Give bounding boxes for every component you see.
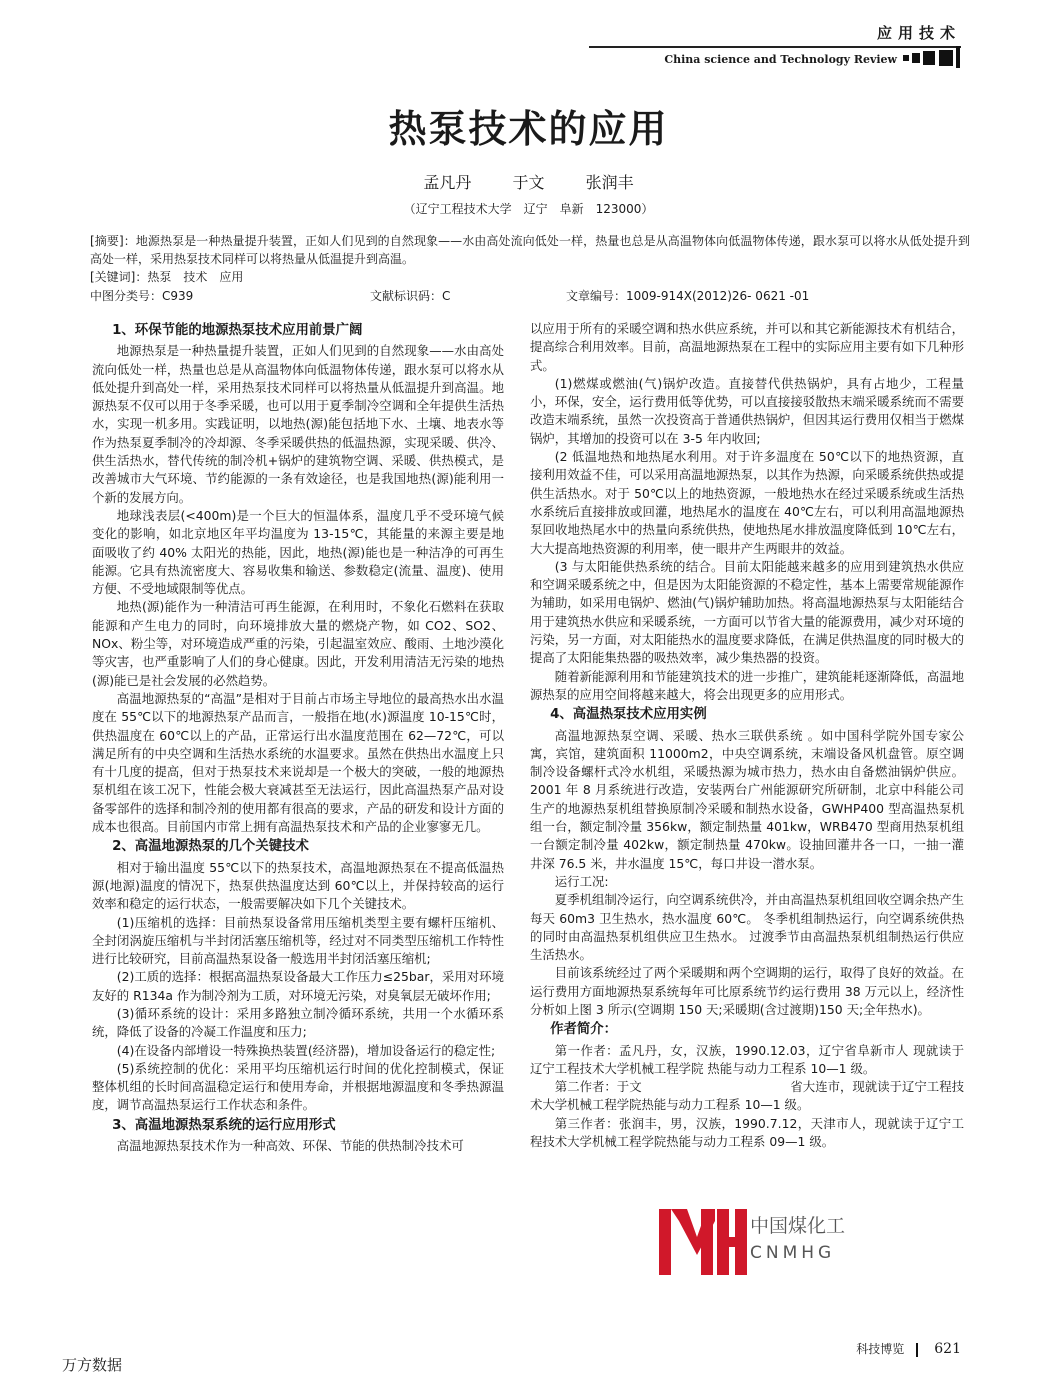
- right-column-paragraph: (3 与太阳能供热系统的结合。目前太阳能越来越多的应用到建筑热水供应和空调采暖系统之中，但是因为太阳能资源的不稳定性，基本上需要常规能源作为辅助，如采用电锅炉、燃油(气)锅炉辅助加热。将高温地源热泵与太阳能结合用于建筑热水供应和采暖系统，一方面可以节省大量的能源费用，减少对环境的污染，另一方面，对太阳能热水的温度要求降低，在满足供热温度的同时极大的提高了太阳能集热器的吸热效率，减少集热器的投资。: [530, 558, 964, 666]
- left-column-paragraph: (5)系统控制的优化：采用平均压缩机运行时间的优化控制模式，保证整体机组的长时间高温稳定运行和使用寿命，并根据地源温度和冬季热源温度，调节高温热泵运行工作状态和条件。: [92, 1060, 504, 1113]
- right-column-paragraph: 运行工况:: [554, 873, 609, 889]
- footer-divider: [916, 1343, 918, 1357]
- left-column-heading: 1、环保节能的地源热泵技术应用前景广阔: [112, 323, 363, 338]
- page-footer: [856, 1340, 961, 1357]
- left-column-paragraph: (3)循环系统的设计：采用多路独立制冷循环系统，共用一个水循环系统，降低了设备的冷凝工作温度和压力;: [92, 1005, 504, 1040]
- header-section-label: [877, 22, 961, 43]
- left-column-paragraph: (1)压缩机的选择：目前热泵设备常用压缩机类型主要有螺杆压缩机、全封闭涡旋压缩机与半封闭活塞压缩机等，经过对不同类型压缩机工作特性进行比较研究，目前高温热泵设备一般选用半封闭活塞压缩机;: [92, 914, 504, 967]
- paper-title: 热泵技术的应用: [388, 106, 669, 151]
- journal-mark-icon: [903, 50, 961, 68]
- watermark-logo: [657, 1207, 867, 1277]
- author-1: 孟凡丹: [423, 173, 472, 192]
- right-column-paragraph: (2 低温地热和地热尾水利用。对于许多温度在 50℃以下的地热资源，直接利用效益不佳，可以采用高温地源热泵，以其作为热源，向采暖系统供热或提供生活热水。对于 50℃以上的地热资源，一般地热水在经过采暖系统或生活热水系统后直接排放或回灌，地热尾水的温度在 40℃左右，可以利用高温地源热泵回收地热尾水中的热量向系统供热，使地热尾水排放温度降低到 10℃左右，大大提高地热资源的利用率，使一眼井产生两眼井的效益。: [530, 449, 964, 556]
- footer-label: 科技博览: [856, 1342, 905, 1356]
- header-rule: [589, 46, 961, 48]
- left-column-paragraph: (4)在设备内部增设一特殊换热装置(经济器)，增加设备运行的稳定性;: [116, 1042, 496, 1058]
- right-column-heading: 作者简介：: [550, 1022, 618, 1038]
- right-column-paragraph: 第二作者：于文 省大连市，现就读于辽宁工程技术大学机械工程学院热能与动力工程系 10—1 级。: [530, 1079, 964, 1113]
- right-column-paragraph: (1)燃煤或燃油(气)锅炉改造。直接替代供热锅炉，具有占地少，工程量小，环保，安全，运行费用低等优势，可以直接接驳散热末端采暖系统而不需要改造末端系统，虽然一次投资高于普通供热锅炉，但因其运行费用仅相当于燃煤锅炉，其增加的投资可以在 3-5 年内收回;: [530, 375, 964, 446]
- section-title: 应用技术: [876, 24, 961, 42]
- left-column-heading: 3、高温地源热泵系统的运行应用形式: [112, 1117, 336, 1133]
- right-column-paragraph: 目前该系统经过了两个采暖期和两个空调期的运行，取得了良好的效益。在运行费用方面地源热泵系统每年可比原系统节约运行费用 38 万元以上，经济性分析如上图 3 所示(空调期 150 天;采暖期(含过渡期)150 天;全年热水)。: [530, 965, 964, 1017]
- author-list: [0, 170, 1057, 193]
- page-number: 621: [934, 1341, 961, 1357]
- right-column-paragraph: 第一作者：孟凡丹，女，汉族，1990.12.03，辽宁省阜新市人 现就读于辽宁工程技术大学机械工程学院 热能与动力工程系 10—1 级。: [530, 1042, 964, 1076]
- abstract: [摘要]：地源热泵是一种热量提升装置，正如人们见到的自然现象——水由高处流向低处一样，热量也总是从高温物体向低温物体传递，跟水泵可以将水从低处提升到高处一样，采用热泵技术同样可以将热量从低温提升到高温。: [90, 234, 970, 266]
- watermark-mh-icon: [657, 1207, 747, 1277]
- source-label: 万方数据: [62, 1356, 123, 1374]
- watermark-en-text: CNMHG: [750, 1243, 836, 1263]
- keywords: [关键词]：热泵 技术 应用: [90, 270, 244, 284]
- author-2: 于文: [512, 173, 545, 192]
- left-column-paragraph: 地球浅表层(<400m)是一个巨大的恒温体系，温度几乎不受环境气候变化的影响，如北京地区年平均温度为 13-15℃，其能量的来源主要是地面吸收了约 40% 太阳光的热能，因此，地热(源)能也是一种洁净的可再生能源。它具有热流密度大、容易收集和输送、参数稳定(流量、温度)、使用方便、不受地域限制等优点。: [92, 507, 504, 597]
- document-code: 文献标识码：C: [370, 289, 451, 303]
- left-column: [92, 320, 504, 1155]
- left-column-paragraph: 高温地源热泵的“高温”是相对于目前占市场主导地位的最高热水出水温度在 55℃以下的地源热泵产品而言，一般指在地(水)源温度 10-15℃时，供热温度在 60℃以上的产品，正常运行出水温度范围在 62—72℃，可以满足所有的中央空调和生活热水系统的水温要求。虽然在供热出水温度上只有十几度的提高，但对于热泵技术来说却是一个极大的突破，一般的地源热泵机组在该工况下，性能会极大衰减甚至无法运行，因此高温热泵产品对设备零部件的选择和制冷剂的使用都有很高的要求，产品的研发和设计方面的成本也很高。目前国内市常上拥有高温热泵技术和产品的企业寥寥无几。: [92, 690, 504, 835]
- right-column-paragraph: 夏季机组制冷运行，向空调系统供冷，并由高温热泵机组回收空调余热产生每天 60m3 卫生热水，热水温度 60℃。 冬季机组制热运行，向空调系统供热的同时由高温热泵机组供应卫生热水。 过渡季节由高温热泵机组制热运行供应生活热水。: [530, 892, 964, 963]
- left-column-paragraph: 地热(源)能作为一种清洁可再生能源，在利用时，不象化石燃料在获取能源和产生电力的同时，向环境排放大量的燃烧产物，如 CO2、SO2、NOx、粉尘等，对环境造成严重的污染，引起温室效应、酸雨、土地沙漠化等灾害，也严重影响了人们的身心健康。因此，开发利用清洁无污染的地热(源)能已是社会发展的必然趋势。: [92, 599, 504, 688]
- left-column-paragraph: (2)工质的选择：根据高温热泵设备最大工作压力≤25bar，采用对环境友好的 R134a 作为制冷剂为工质，对环境无污染，对臭氧层无破坏作用;: [92, 969, 504, 1003]
- watermark-cn-text: 中国煤化工: [750, 1215, 846, 1237]
- right-column-paragraph: 第三作者：张润丰，男，汉族，1990.7.12，天津市人，现就读于辽宁工程技术大学机械工程学院热能与动力工程系 09—1 级。: [530, 1115, 964, 1150]
- right-column-paragraph: 高温地源热泵空调、采暖、热水三联供系统 。如中国科学院外国专家公寓，宾馆，建筑面积 11000m2，中央空调系统，末端设备风机盘管。原空调制冷设备螺杆式冷水机组，采暖热源为城市热力，热水由自备燃油锅炉供应。2001 年 8 月系统进行改造，安装两台广州能源研究所研制，北京中科能公司生产的地源热泵机组替换原制冷采暖和制热水设备，GWHP400 型高温热泵机组一台，额定制冷量 356kw，额定制热量 401kw，WRB470 型商用热泵机组一台额定制冷量 402kw，额定制热量 470kw。设抽回灌井各一口，一抽一灌井深 76.5 米，井水温度 15℃，每口井设一潜水泵。: [530, 727, 964, 871]
- right-column: [530, 320, 964, 1151]
- classification-number: 中图分类号：C939: [90, 289, 194, 303]
- article-number: 文章编号：1009-914X(2012)26- 0621 -01: [566, 289, 810, 303]
- author-3: 张润丰: [585, 173, 634, 192]
- left-column-paragraph: 高温地源热泵技术作为一种高效、环保、节能的供热制冷技术可: [116, 1138, 464, 1154]
- left-column-paragraph: 地源热泵是一种热量提升装置，正如人们见到的自然现象——水由高处流向低处一样，热量也总是从高温物体向低温物体传递，跟水泵可以将水从低处提升到高处一样，采用热泵技术同样可以将热量从低温提升到高温。地源热泵不仅可以用于冬季采暖，也可以用于夏季制冷空调和全年提供生活热水，实现一机多用。实践证明，以地热(源)能包括地下水、土壤、地表水等作为热泵夏季制冷的冷却源、冬季采暖供热的低温热源，实现采暖、供冷、供生活热水，替代传统的制冷机+锅炉的建筑物空调、采暖、供热模式，是改善城市大气环境、节约能源的一条有效途径，也是我国地热(源)能利用一个新的发展方向。: [92, 343, 504, 505]
- journal-name: China science and Technology Review: [664, 53, 897, 66]
- right-column-paragraph: 随着新能源利用和节能建筑技术的进一步推广，建筑能耗逐渐降低，高温地源热泵的应用空间将越来越大，将会出现更多的应用形式。: [530, 668, 964, 702]
- right-column-heading: 4、高温热泵技术应用实例: [550, 707, 707, 723]
- left-column-heading: 2、高温地源热泵的几个关键技术: [112, 839, 309, 855]
- left-column-paragraph: 相对于输出温度 55℃以下的热泵技术，高温地源热泵在不提高低温热源(地源)温度的情况下，热泵供热温度达到 60℃以上，并保持较高的运行效率和稳定的运行状态，一般需要解决如下几个关键技术。: [92, 859, 504, 912]
- affiliation: （辽宁工程技术大学 辽宁 阜新 123000）: [403, 202, 654, 216]
- right-column-paragraph: 以应用于所有的采暖空调和热水供应系统，并可以和其它新能源技术有机结合，提高综合利用效率。目前，高温地源热泵在工程中的实际应用主要有如下几种形式。: [530, 321, 964, 373]
